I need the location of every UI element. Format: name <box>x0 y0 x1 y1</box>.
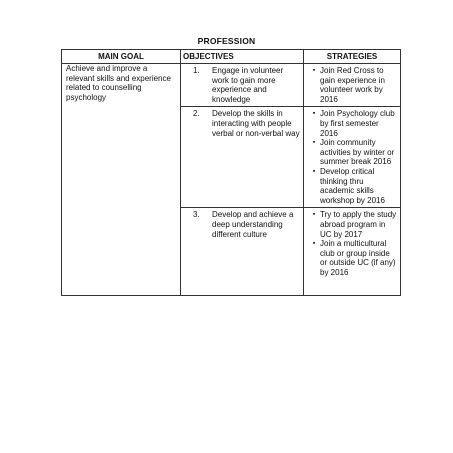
table-header-row <box>62 50 401 64</box>
profession-table <box>61 49 401 296</box>
bullet-icon: ▪ <box>312 211 316 219</box>
strategies-cell <box>304 208 401 296</box>
document-title: PROFESSION <box>197 36 256 46</box>
main-goal-cell: Achieve and improve a relevant skills and experience related to counselling psychology <box>62 64 181 296</box>
objective-cell <box>181 208 304 296</box>
objective-text: Engage in volunteer work to gain more experience and knowledge <box>212 66 284 104</box>
bullet-icon: ▪ <box>312 167 316 175</box>
objective-cell <box>181 107 304 208</box>
objective-cell <box>181 64 304 107</box>
strategy-text: Join community activities by winter or summer break 2016 <box>320 138 395 167</box>
header-objectives: OBJECTIVES <box>181 50 304 64</box>
bullet-icon: ▪ <box>312 240 316 248</box>
strategy-item <box>308 167 397 205</box>
strategy-text: Develop critical thinking thru academic skills workshop by 2016 <box>320 166 385 205</box>
bullet-icon: ▪ <box>312 110 316 118</box>
table-row <box>62 64 401 107</box>
strategy-item <box>308 210 397 239</box>
strategy-text: Join Red Cross to gain experience in volunteer work by 2016 <box>320 66 385 104</box>
strategy-text: Join a multicultural club or group inside or outside UC (if any) by 2016 <box>320 239 396 277</box>
objective-number: 2. <box>193 109 200 119</box>
strategy-item <box>308 109 397 138</box>
objective-text: Develop and achieve a deep understanding different culture <box>212 210 294 239</box>
strategy-item <box>308 138 397 167</box>
bullet-icon: ▪ <box>312 139 316 147</box>
header-strategies: STRATEGIES <box>304 50 401 64</box>
objective-number: 3. <box>193 210 200 220</box>
strategies-cell <box>304 64 401 107</box>
strategy-text: Join Psychology club by first semester 2016 <box>320 109 395 138</box>
objective-number: 1. <box>193 66 200 75</box>
bullet-icon: ▪ <box>312 67 316 74</box>
strategy-text: Try to apply the study abroad program in UC by 2017 <box>320 210 397 239</box>
strategy-item <box>308 66 397 104</box>
strategies-cell <box>304 107 401 208</box>
strategy-item <box>308 239 397 277</box>
header-main-goal: MAIN GOAL <box>62 50 181 64</box>
objective-text: Develop the skills in interacting with people verbal or non-verbal way <box>212 109 300 138</box>
